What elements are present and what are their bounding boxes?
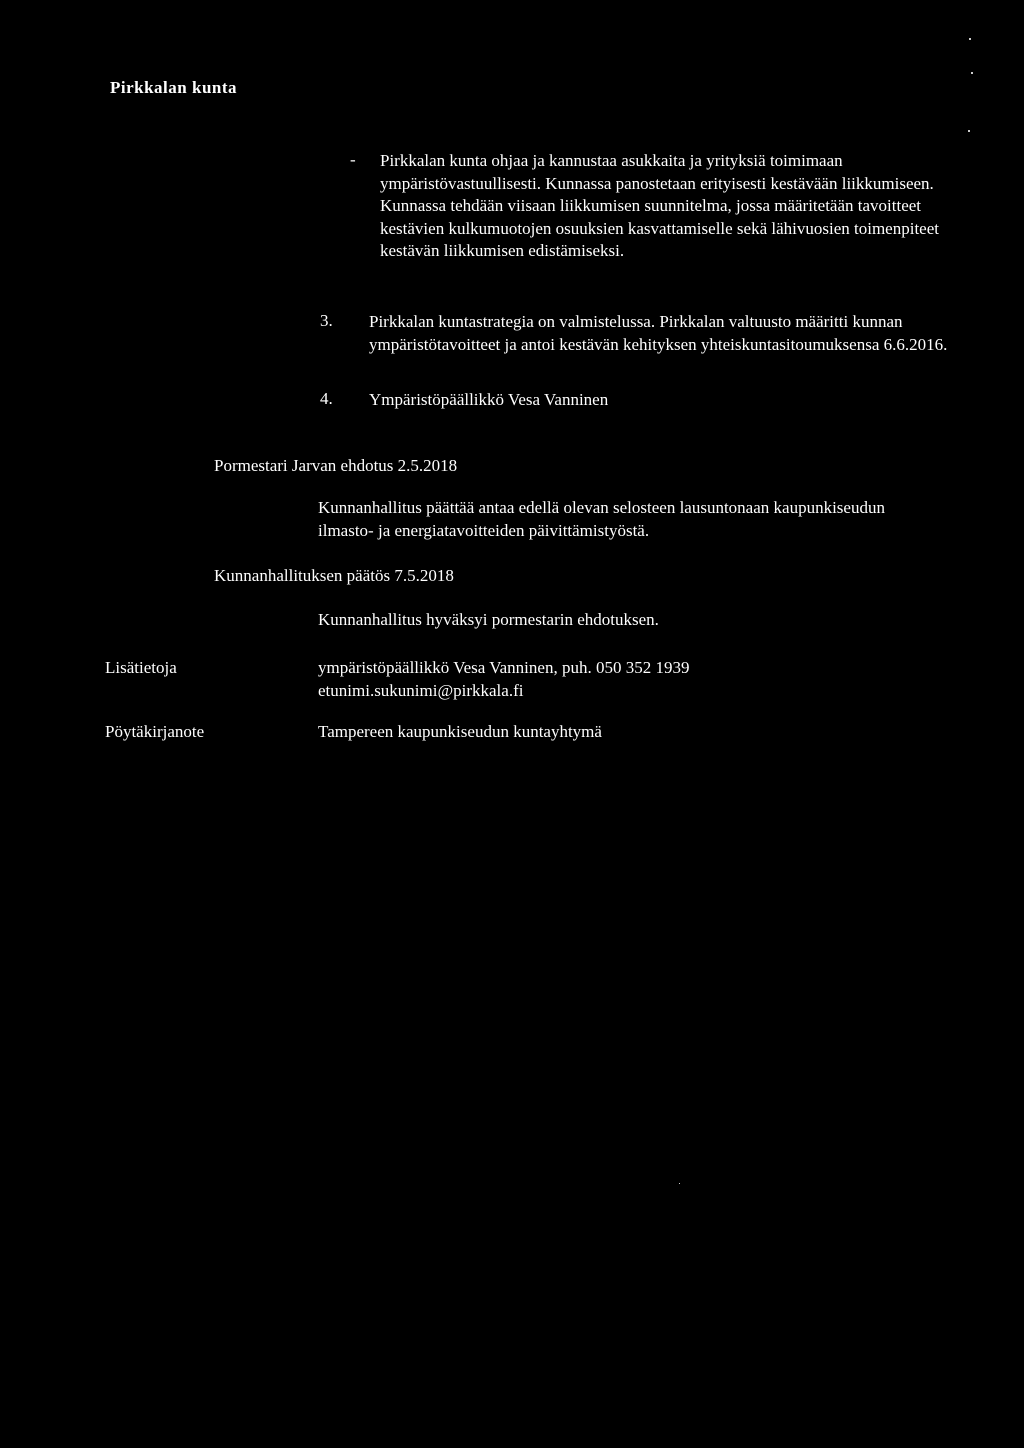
- scan-speck: [971, 72, 973, 74]
- bullet-marker: -: [350, 150, 356, 169]
- scan-speck: [969, 38, 971, 40]
- item-text-3: Pirkkalan kuntastrategia on valmistelussa. Pirkkalan valtuusto määritti kunnan ympäristötavoitteet ja antoi kestävän kehityksen yhteiskuntasitoumuksensa 6.6.2016.: [369, 312, 948, 354]
- item-number-3: 3.: [320, 311, 333, 330]
- item-number-4: 4.: [320, 389, 333, 408]
- proposal-label: Pormestari Jarvan ehdotus 2.5.2018: [214, 456, 458, 475]
- proposal-text: Kunnanhallitus päättää antaa edellä olevan selosteen lausuntonaan kaupunkiseudun ilmasto- ja energiatavoitteiden päivittämistyöstä.: [318, 498, 885, 540]
- contact-email-line: etunimi.sukunimi@pirkkala.fi: [318, 680, 524, 700]
- minutes-excerpt-label: Pöytäkirjanote: [105, 722, 205, 741]
- item-text-4: Ympäristöpäällikkö Vesa Vanninen: [369, 390, 609, 409]
- decision-text: Kunnanhallitus hyväksyi pormestarin ehdotuksen.: [318, 610, 659, 629]
- further-info-label: Lisätietoja: [105, 658, 177, 677]
- bullet-paragraph: Pirkkalan kunta ohjaa ja kannustaa asukkaita ja yrityksiä toimimaan ympäristövastuullisesti. Kunnassa panostetaan erityisesti kestävään liikkumiseen. Kunnassa tehdään viisaan liikkumisen suunnitelma, jossa määritetään tavoitteet kestävien kulkumuotojen osuuksien kasvattamiselle sekä lähivuosien toimenpiteet kestävän liikkumisen edistämiseksi.: [380, 151, 939, 261]
- scan-speck: [968, 130, 970, 132]
- minutes-excerpt-recipient: Tampereen kaupunkiseudun kuntayhtymä: [318, 722, 602, 741]
- further-info-value: [318, 657, 918, 702]
- contact-person-line: ympäristöpäällikkö Vesa Vanninen, puh. 050 352 1939: [318, 658, 690, 677]
- organization-header: Pirkkalan kunta: [110, 78, 238, 97]
- decision-label: Kunnanhallituksen päätös 7.5.2018: [214, 566, 454, 585]
- scan-speck: [679, 1183, 680, 1184]
